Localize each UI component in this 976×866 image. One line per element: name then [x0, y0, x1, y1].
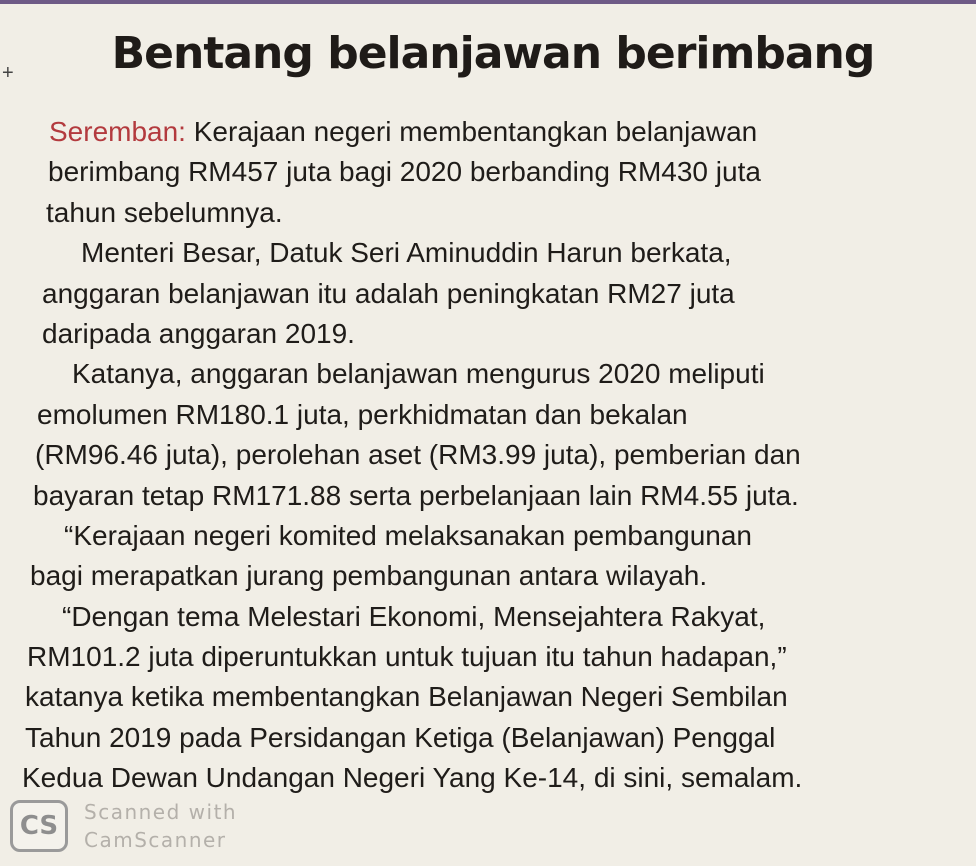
article-line: berimbang RM457 juta bagi 2020 berbanding RM430 juta [48, 156, 761, 188]
article-line: bayaran tetap RM171.88 serta perbelanjaan lain RM4.55 juta. [33, 479, 799, 511]
article-line: emolumen RM180.1 juta, perkhidmatan dan bekalan [37, 398, 688, 430]
article-line [0, 112, 976, 152]
article-line: Katanya, anggaran belanjawan mengurus 2020 meliputi [72, 358, 765, 390]
article-line: katanya ketika membentangkan Belanjawan Negeri Sembilan [25, 681, 788, 713]
article-line: (RM96.46 juta), perolehan aset (RM3.99 juta), pemberian dan [35, 439, 801, 471]
article-line: Menteri Besar, Datuk Seri Aminuddin Harun berkata, [81, 237, 732, 269]
top-rule [0, 0, 976, 4]
watermark-line2: CamScanner [84, 828, 227, 852]
article-line: Tahun 2019 pada Persidangan Ketiga (Belanjawan) Penggal [25, 721, 776, 753]
article-line: “Kerajaan negeri komited melaksanakan pembangunan [64, 519, 752, 551]
article-line: bagi merapatkan jurang pembangunan antara wilayah. [30, 560, 708, 592]
article-line: daripada anggaran 2019. [42, 317, 355, 349]
camscanner-logo-icon: CS [10, 800, 68, 852]
article-line: “Dengan tema Melestari Ekonomi, Mensejahtera Rakyat, [62, 600, 766, 632]
article-line-text: Kerajaan negeri membentangkan belanjawan [185, 116, 758, 147]
crop-mark: + [2, 62, 14, 84]
article-line: anggaran belanjawan itu adalah peningkatan RM27 juta [42, 277, 735, 309]
watermark-line1: Scanned with [84, 800, 238, 824]
article-line: tahun sebelumnya. [46, 196, 283, 228]
article-body [0, 112, 976, 799]
headline: Bentang belanjawan berimbang [111, 28, 875, 79]
camscanner-watermark [10, 800, 250, 860]
dateline: Seremban: [49, 116, 186, 147]
article-line: RM101.2 juta diperuntukkan untuk tujuan itu tahun hadapan,” [27, 641, 787, 673]
article-line: Kedua Dewan Undangan Negeri Yang Ke-14, di sini, semalam. [22, 762, 803, 794]
